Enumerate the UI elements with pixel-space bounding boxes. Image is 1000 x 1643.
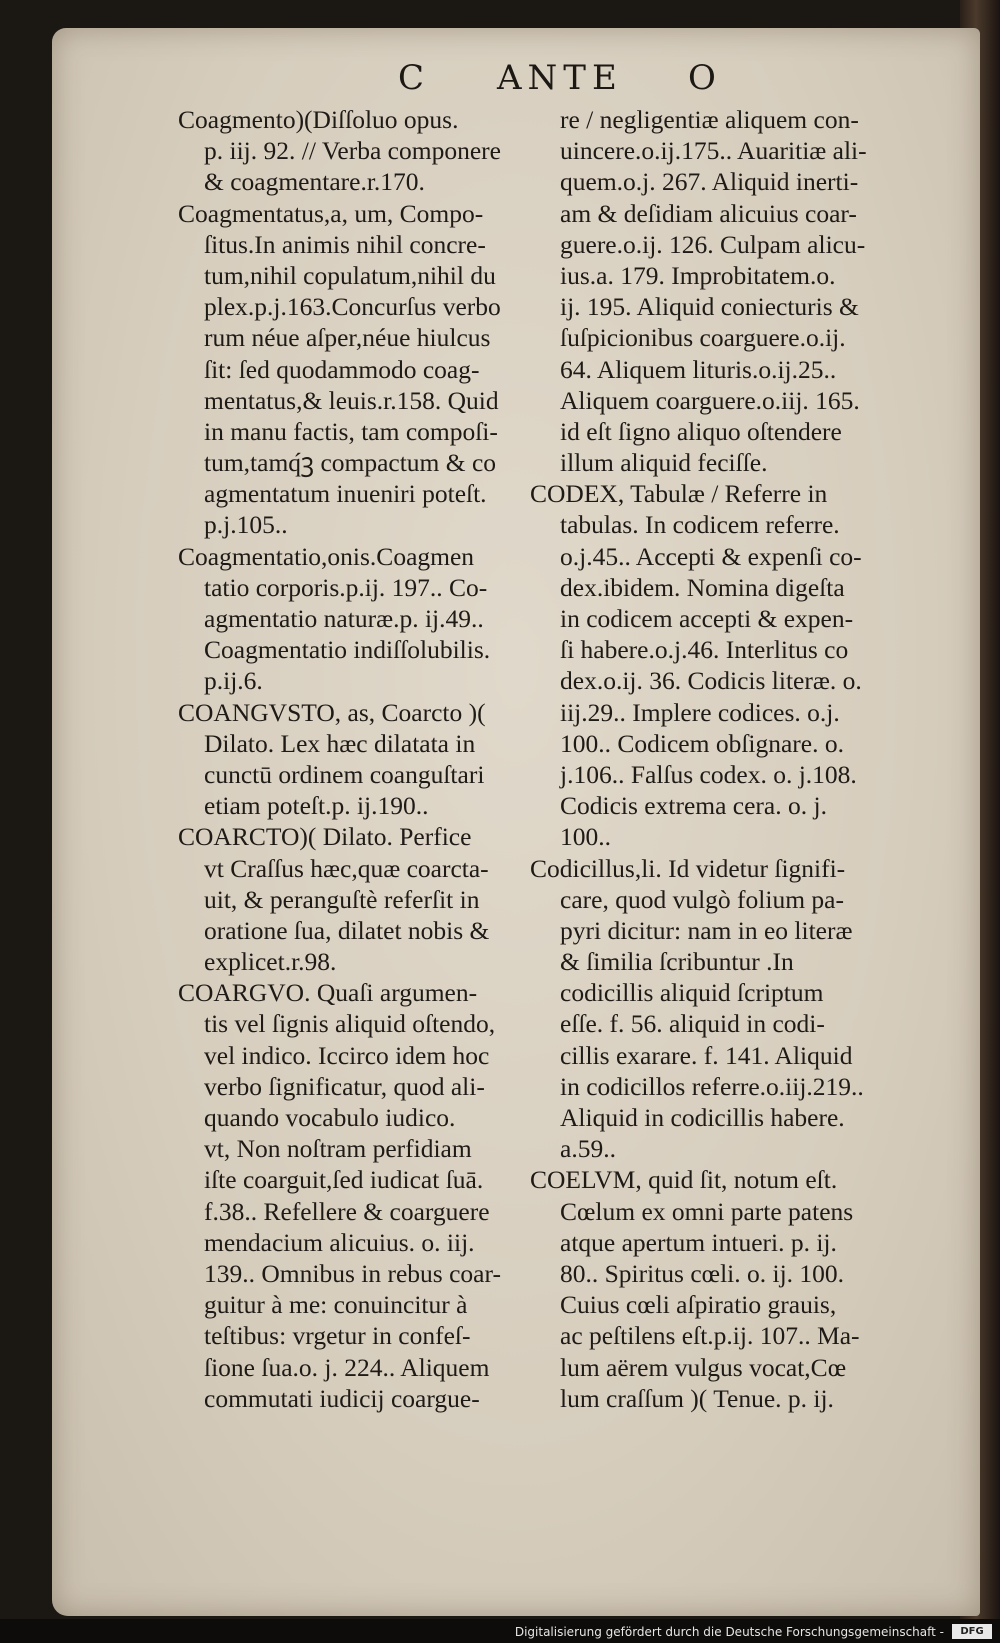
text-line: agmentatum inueniri poteſt. — [204, 479, 487, 509]
text-line: id eſt ſigno aliquo oſtendere — [560, 416, 842, 446]
text-line: & coagmentare.r.170. — [204, 167, 425, 197]
text-line: o.j.45.. Accepti & expenſi co- — [560, 541, 862, 571]
text-line: ij. 195. Aliquid coniecturis & — [560, 292, 859, 322]
text-line: mentatus,& leuis.r.158. Quid — [204, 385, 499, 415]
text-line: cillis exarare. f. 141. Aliquid — [560, 1040, 853, 1070]
text-line: f.38.. Refellere & coarguere — [204, 1196, 490, 1226]
text-line: ſuſpicionibus coarguere.o.ij. — [560, 323, 846, 353]
text-line: tis vel ſignis aliquid oſtendo, — [204, 1009, 496, 1039]
text-line: ſi habere.o.j.46. Interlitus co — [560, 635, 849, 665]
text-line: dex.o.ij. 36. Codicis literæ. o. — [560, 666, 862, 696]
text-line: iſte coarguit,ſed iudicat ſuā. — [204, 1165, 484, 1195]
text-line: 100.. Codicem obſignare. o. — [560, 728, 844, 758]
text-line: vt, Non noſtram perfidiam — [204, 1134, 472, 1164]
text-line: Codicillus,li. Id videtur ſignifi- — [530, 853, 846, 883]
text-line: Dilato. Lex hæc dilatata in — [204, 728, 476, 758]
text-line: lum aërem vulgus vocat,Cœ — [560, 1352, 847, 1382]
text-line: pyri dicitur: nam in eo literæ — [560, 915, 853, 945]
text-line: care, quod vulgò folium pa- — [560, 884, 844, 914]
text-line: vel indico. Iccirco idem hoc — [204, 1040, 490, 1070]
text-line: COARCTO)( Dilato. Perfice — [178, 822, 472, 852]
text-line: ſitus.In animis nihil concre- — [204, 229, 486, 259]
text-line: & ſimilia ſcribuntur .In — [560, 947, 794, 977]
text-line: COARGVO. Quaſi argumen- — [178, 978, 478, 1008]
text-line: verbo ſignificatur, quod ali- — [204, 1071, 485, 1101]
text-line: commutati iudicij coargue- — [204, 1383, 480, 1413]
text-line: tum,tamq́ꝫ compactum & co — [204, 448, 497, 478]
text-line: COANGVSTO, as, Coarcto )( — [178, 697, 486, 727]
text-line: iij.29.. Implere codices. o.j. — [560, 697, 840, 727]
text-line: rum néue aſper,néue hiulcus — [204, 323, 491, 353]
text-line: Codicis extrema cera. o. j. — [560, 791, 827, 821]
text-line: in codicem accepti & expen- — [560, 604, 854, 633]
text-line: a.59.. — [560, 1134, 616, 1164]
text-line: Cuius cœli aſpiratio grauis, — [560, 1290, 837, 1320]
dfg-logo: DFG — [952, 1624, 992, 1639]
text-line: uincere.o.ij.175.. Auaritiæ ali- — [560, 136, 867, 166]
text-line: am & deſidiam alicuius coar- — [560, 198, 857, 228]
text-line: 100.. — [560, 822, 611, 852]
text-line: tum,nihil copulatum,nihil du — [204, 260, 496, 290]
text-line: dex.ibidem. Nomina digeſta — [560, 572, 845, 602]
text-line: plex.p.j.163.Concurſus verbo — [204, 292, 501, 322]
footer-bar — [0, 1619, 1000, 1643]
text-line: atque apertum intueri. p. ij. — [560, 1227, 837, 1257]
text-line: p.ij.6. — [204, 666, 263, 696]
text-line: Coagmentatus,a, um, Compo- — [178, 198, 484, 228]
text-line: uit, & peranguſtè referſit in — [204, 884, 480, 914]
text-line: 80.. Spiritus cœli. o. ij. 100. — [560, 1258, 845, 1288]
header-word: ANTE — [497, 58, 623, 98]
text-line: 139.. Omnibus in rebus coar- — [204, 1258, 501, 1288]
text-line: Coagmentatio indiſſolubilis. — [204, 635, 491, 665]
text-line: tabulas. In codicem referre. — [560, 510, 840, 540]
text-line: lum craſſum )( Tenue. p. ij. — [560, 1383, 834, 1413]
text-line: p. iij. 92. // Verba componere — [204, 136, 501, 166]
right-column — [530, 104, 930, 1414]
text-line: guere.o.ij. 126. Culpam alicu- — [560, 229, 866, 259]
text-line: 64. Aliquem lituris.o.ij.25.. — [560, 354, 837, 384]
text-line: ſione ſua.o. j. 224.. Aliquem — [204, 1352, 490, 1382]
text-line: guitur à me: conuincitur à — [204, 1290, 468, 1320]
text-line: ius.a. 179. Improbitatem.o. — [560, 260, 836, 290]
text-line: j.106.. Falſus codex. o. j.108. — [560, 759, 857, 789]
text-line: Coagmento)(Diſſoluo opus. — [178, 105, 459, 134]
left-column — [178, 104, 566, 1414]
text-line: mendacium alicuius. o. iij. — [204, 1227, 475, 1257]
running-header — [0, 58, 1000, 98]
text-line: explicet.r.98. — [204, 947, 337, 977]
footer-credit: Digitalisierung gefördert durch die Deutsche Forschungsgemeinschaft - — [514, 1625, 944, 1639]
text-line: agmentatio naturæ.p. ij.49.. — [204, 604, 484, 633]
header-letter-right: O — [688, 58, 718, 98]
text-line: ſit: ſed quodammodo coag- — [204, 354, 480, 384]
text-line: codicillis aliquid ſcriptum — [560, 978, 824, 1008]
text-line: eſſe. f. 56. aliquid in codi- — [560, 1009, 825, 1039]
text-line: in manu factis, tam compoſi- — [204, 416, 498, 446]
text-line: oratione ſua, dilatet nobis & — [204, 915, 490, 945]
text-line: quando vocabulo iudico. — [204, 1103, 456, 1132]
text-line: Aliquem coarguere.o.iij. 165. — [560, 385, 860, 415]
text-line: quem.o.j. 267. Aliquid inerti- — [560, 167, 859, 197]
text-line: Cœlum ex omni parte patens — [560, 1196, 854, 1226]
text-line: Coagmentatio,onis.Coagmen — [178, 541, 475, 571]
text-line: CODEX, Tabulæ / Referre in — [530, 479, 828, 509]
text-line: Aliquid in codicillis habere. — [560, 1103, 845, 1132]
text-line: vt Craſſus hæc,quæ coarcta- — [204, 853, 489, 883]
text-line: tatio corporis.p.ij. 197.. Co- — [204, 572, 488, 602]
text-line: cunctū ordinem coanguſtari — [204, 759, 485, 789]
text-line: in codicillos referre.o.iij.219.. — [560, 1071, 864, 1101]
header-letter-left: C — [398, 58, 427, 98]
text-line: etiam poteſt.p. ij.190.. — [204, 791, 429, 821]
text-line: p.j.105.. — [204, 510, 288, 540]
text-line: COELVM, quid ſit, notum eſt. — [530, 1165, 838, 1195]
text-line: illum aliquid feciſſe. — [560, 448, 768, 478]
text-line: teſtibus: vrgetur in confeſ- — [204, 1321, 471, 1351]
text-line: re / negligentiæ aliquem con- — [560, 105, 859, 134]
text-line: ac peſtilens eſt.p.ij. 107.. Ma- — [560, 1321, 860, 1351]
